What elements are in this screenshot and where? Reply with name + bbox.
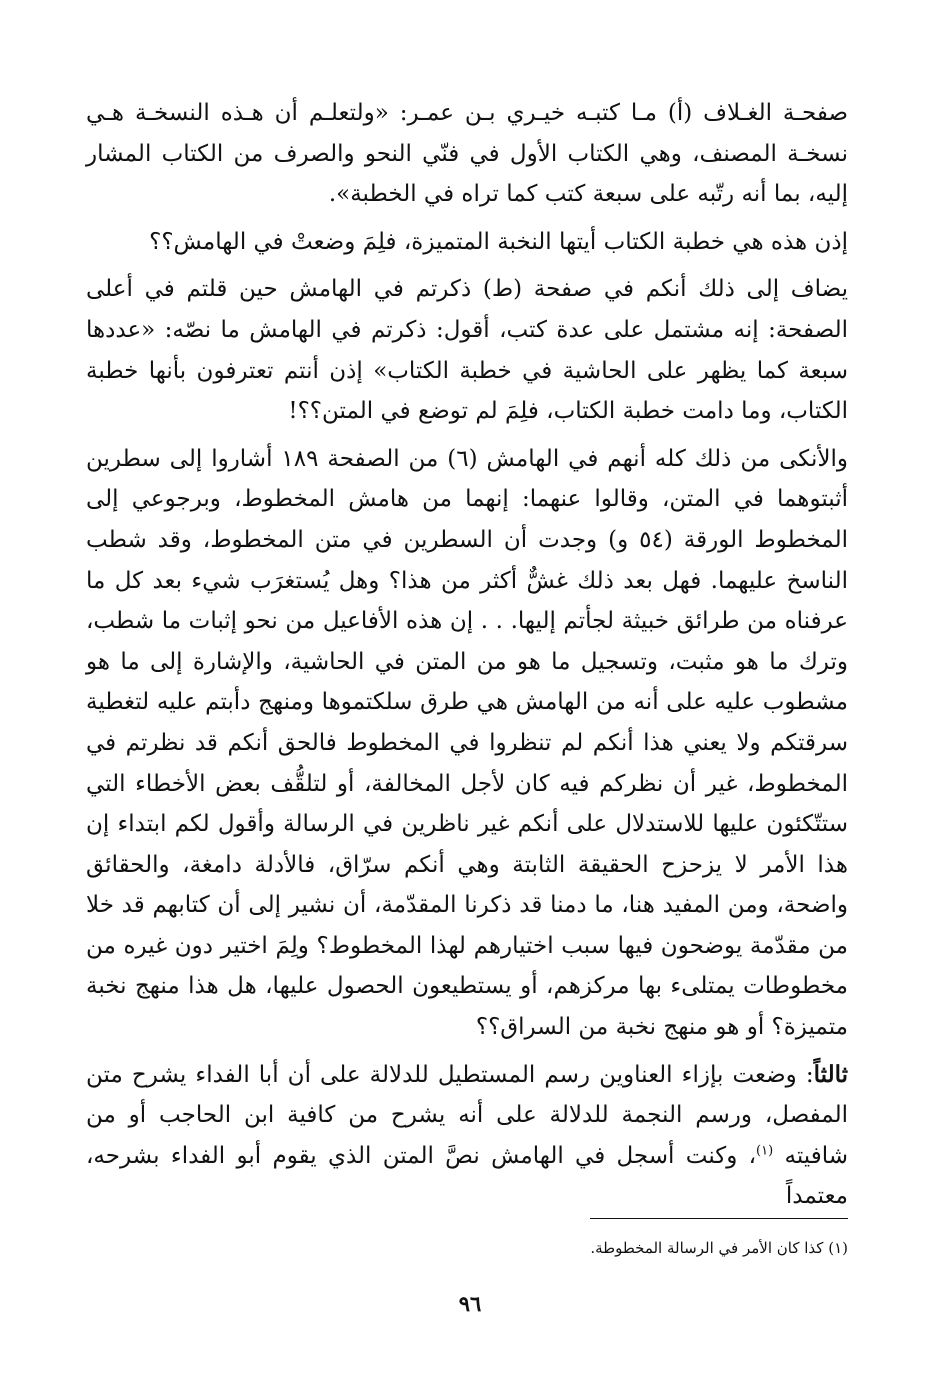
page-number: ٩٦ (458, 1291, 482, 1316)
third-lead: ثالثاً (813, 1060, 848, 1088)
paragraph-footnote-six: والأنكى من ذلك كله أنهم في الهامش (٦) من الصفحة ١٨٩ أشاروا إلى سطرين أثبتوهما في المتن، وقالوا عنهما: إنهما من هامش المخطوط، وبرجوعي إلى المخطوط الورقة (٥٤ و) وجدت أن السطرين في متن المخطوط، وقد شطب الناسخ عليهما. فهل بعد ذلك غشٌّ أكثر من هذا؟ وهل يُستغرَب شيء بعد كل ما عرفناه من طرائق خبيثة لجأتم إليها. . . إن هذه الأفاعيل من نحو إثبات ما شطب، وترك ما هو مثبت، وتسجيل ما هو من المتن في الحاشية، والإشارة إلى ما هو مشطوب عليه على أنه من الهامش هي طرق سلكتموها ومنهج دأبتم عليه لتغطية سرقتكم ولا يعني هذا أنكم لم تنظروا في المخطوط فالحق أنكم قد نظرتم في المخطوط، غير أن نظركم فيه كان لأجل المخالفة، أو لتلقُّف بعض الأخطاء التي ستتّكئون عليها للاستدلال على أنكم غير ناظرين في الرسالة وأقول لكم ابتداء إن هذا الأمر لا يزحزح الحقيقة الثابتة وهي أنكم سرّاق، فالأدلة دامغة، والحقائق واضحة، ومن المفيد هنا، ما دمنا قد ذكرنا المقدّمة، أن نشير إلى أن كتابهم قد خلا من مقدّمة يوضحون فيها سبب اختيارهم لهذا المخطوط؟ ولِمَ اختير دون غيره من مخطوطات يمتلىء بها مركزهم، أو يستطيعون الحصول عليها، هل هذا منهج نخبة متميزة؟ أو هو منهج نخبة من السراق؟؟ (86, 445, 848, 1041)
paragraph-third (86, 1055, 848, 1217)
third-text-after-note: ، وكنت أسجل في الهامش نصَّ المتن الذي يقوم أبو الفداء بشرحه، معتمداً (86, 1142, 848, 1210)
footnote-reference: (١) (756, 1143, 774, 1159)
paragraph-page-taa: يضاف إلى ذلك أنكم في صفحة (ط) ذكرتم في الهامش حين قلتم في أعلى الصفحة: إنه مشتمل على عدة كتب، أقول: ذكرتم في الهامش ما نصّه: «عددها سبعة كما يظهر على الحاشية في خطبة الكتاب» إذن أنتم تعترفون بأنها خطبة الكتاب، وما دامت خطبة الكتاب، فلِمَ لم توضع في المتن؟؟! (86, 276, 848, 425)
paragraph-cover-page: صفحـة الغـلاف (أ) مـا كتبـه خيـري بـن عمـر: «ولتعلـم أن هـذه النسخـة هـي نسخـة المصنف، وهي الكتاب الأول في فنّي النحو والصرف من الكتاب المشار إليه، بما أنه رتّبه على سبعة كتب كما تراه في الخطبة». (86, 100, 848, 208)
footnote-divider (590, 1218, 848, 1219)
footnote-text: (١) كذا كان الأمر في الرسالة المخطوطة. (590, 1239, 848, 1257)
third-text-before-note: : وضعت بإزاء العناوين رسم المستطيل للدلالة على أن أبا الفداء يشرح متن المفصل، ورسم النجمة للدلالة على أنه يشرح من كافية ابن الحاجب أو من شافيته (86, 1061, 848, 1169)
page-body (86, 93, 848, 1224)
paragraph-sermon-question: إذن هذه هي خطبة الكتاب أيتها النخبة المتميزة، فلِمَ وضعتْ في الهامش؟؟ (149, 228, 848, 255)
